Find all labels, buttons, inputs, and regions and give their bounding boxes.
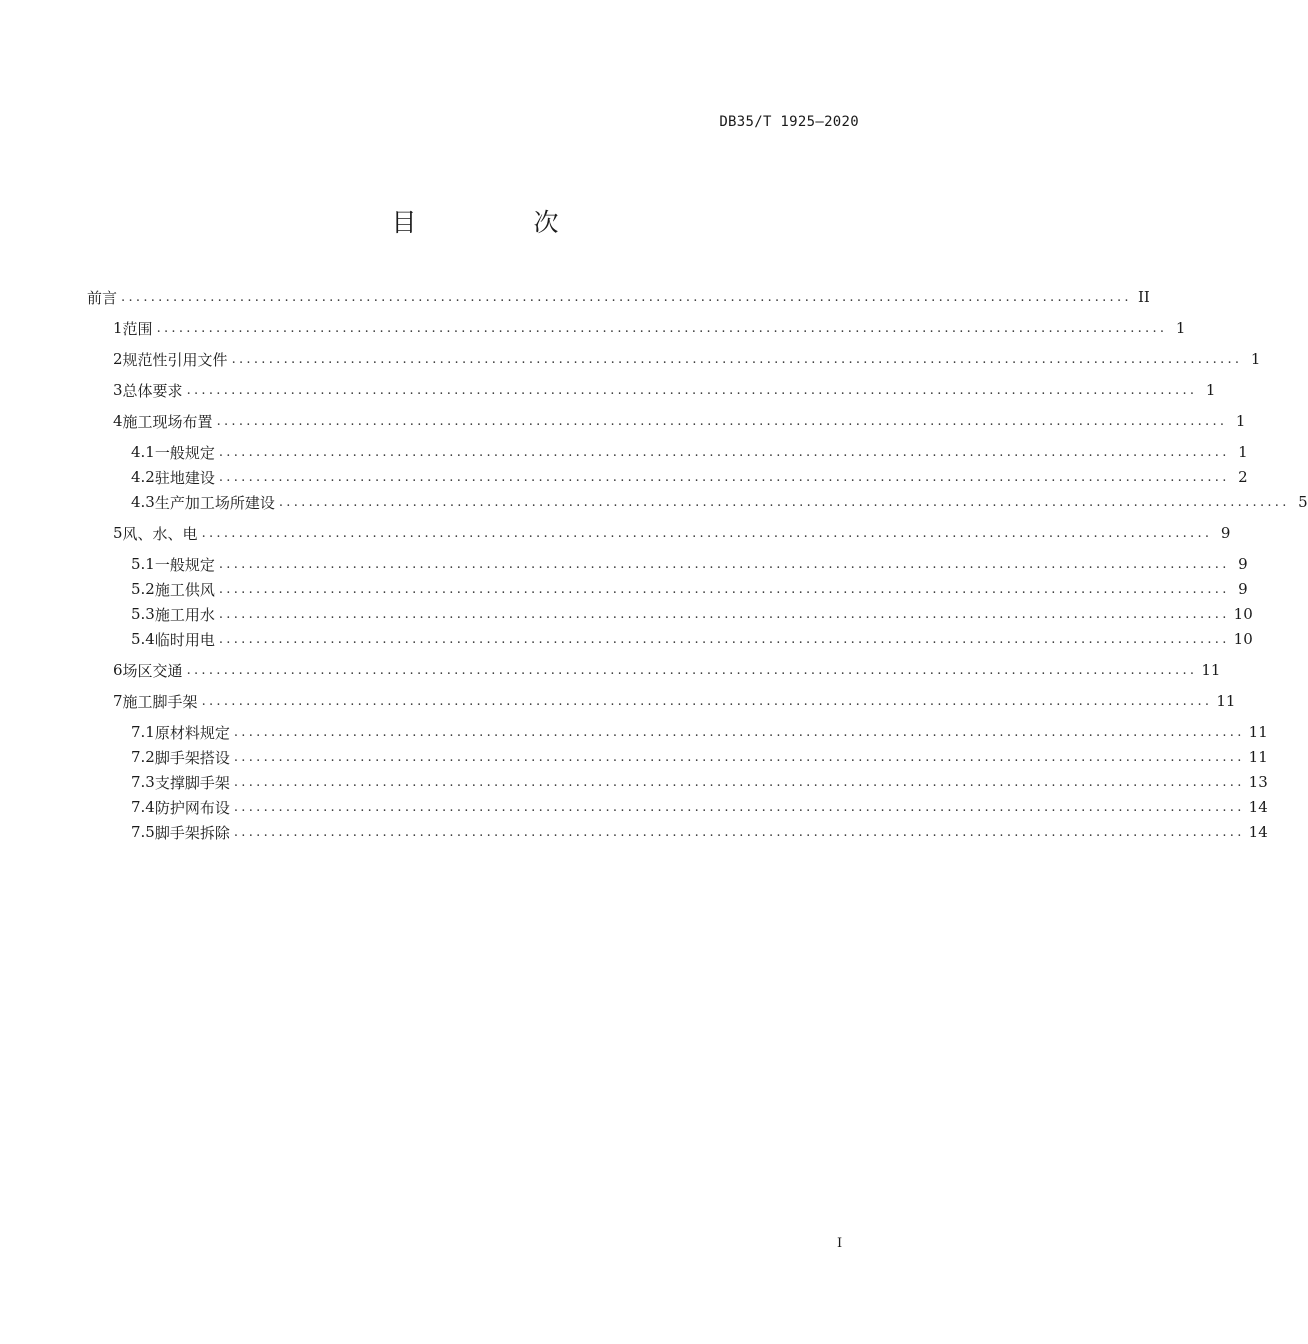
dot-leader: ........................................................................................................................................ xyxy=(201,693,1213,709)
dot-leader: ........................................................................................................................................ xyxy=(216,413,1228,429)
toc-entry-label: 施工脚手架 xyxy=(122,692,198,711)
toc-entry-label: 生产加工场所建设 xyxy=(154,493,275,512)
toc-entry-label: 脚手架搭设 xyxy=(154,748,230,767)
toc-entry-number: 4 xyxy=(113,412,123,430)
toc-entry-7[interactable] xyxy=(113,690,1236,712)
toc-entry-number: 5 xyxy=(113,524,123,542)
toc-entry-5-3[interactable] xyxy=(131,603,1253,625)
toc-entry-page: 13 xyxy=(1248,773,1268,791)
toc-entry-label: 一般规定 xyxy=(154,443,215,462)
toc-entry-number: 7.5 xyxy=(131,823,155,841)
toc-entry-page: 2 xyxy=(1238,468,1248,486)
toc-entry-number: 1 xyxy=(113,319,123,337)
toc-entry-number: 5.3 xyxy=(131,605,155,623)
toc-entry-page: 10 xyxy=(1233,630,1253,648)
toc-entry-number: 4.3 xyxy=(131,493,155,511)
toc-entry-page: 14 xyxy=(1248,823,1268,841)
toc-entry-label: 总体要求 xyxy=(122,381,183,400)
toc-entry-label: 施工供风 xyxy=(154,580,215,599)
page-title: 目 次 xyxy=(391,208,605,237)
toc-entry-page: 10 xyxy=(1233,605,1253,623)
document-code: DB35/T 1925—2020 xyxy=(719,114,859,130)
dot-leader: ........................................................................................................................................ xyxy=(218,631,1230,647)
toc-entry-page: II xyxy=(1137,288,1150,306)
toc-entry-label: 场区交通 xyxy=(122,661,183,680)
dot-leader: ........................................................................................................................................ xyxy=(278,494,1290,510)
toc-entry-number: 7.2 xyxy=(131,748,155,766)
toc-entry-number: 3 xyxy=(113,381,123,399)
toc-entry-page: 1 xyxy=(1250,350,1261,368)
toc-entry-preface[interactable] xyxy=(87,286,1150,308)
toc-entry-label: 脚手架拆除 xyxy=(154,823,230,842)
dot-leader: ........................................................................................................................................ xyxy=(201,525,1213,541)
toc-entry-4-2[interactable] xyxy=(131,466,1248,488)
toc-entry-7-1[interactable] xyxy=(131,721,1268,743)
toc-entry-page: 1 xyxy=(1205,381,1216,399)
toc-entry-5-1[interactable] xyxy=(131,553,1248,575)
dot-leader: ........................................................................................................................................ xyxy=(218,556,1230,572)
toc-entry-label: 驻地建设 xyxy=(154,468,215,487)
page-number: I xyxy=(837,1236,843,1251)
toc-entry-page: 14 xyxy=(1248,798,1268,816)
toc-entry-5-4[interactable] xyxy=(131,628,1253,650)
dot-leader: ........................................................................................................................................ xyxy=(233,824,1245,840)
dot-leader: ........................................................................................................................................ xyxy=(233,774,1245,790)
dot-leader: ........................................................................................................................................ xyxy=(233,724,1245,740)
toc-entry-number: 4.1 xyxy=(131,443,155,461)
dot-leader: ........................................................................................................................................ xyxy=(231,351,1243,367)
toc-entry-4-1[interactable] xyxy=(131,441,1248,463)
dot-leader: ........................................................................................................................................ xyxy=(186,382,1198,398)
toc-entry-page: 1 xyxy=(1238,443,1248,461)
toc-entry-page: 5 xyxy=(1298,493,1308,511)
toc-entry-5-2[interactable] xyxy=(131,578,1248,600)
toc-entry-label: 前言 xyxy=(87,288,118,307)
toc-entry-label: 防护网布设 xyxy=(154,798,230,817)
toc-entry-page: 11 xyxy=(1216,692,1236,710)
toc-entry-page: 1 xyxy=(1175,319,1186,337)
dot-leader: ........................................................................................................................................ xyxy=(218,606,1230,622)
toc-entry-page: 11 xyxy=(1201,661,1221,679)
toc-entry-number: 5.2 xyxy=(131,580,155,598)
toc-entry-7-4[interactable] xyxy=(131,796,1268,818)
toc-entry-number: 4.2 xyxy=(131,468,155,486)
dot-leader: ........................................................................................................................................ xyxy=(218,469,1230,485)
toc-entry-7-3[interactable] xyxy=(131,771,1268,793)
dot-leader: ........................................................................................................................................ xyxy=(156,320,1168,336)
toc-entry-2[interactable] xyxy=(113,348,1261,370)
toc-entry-3[interactable] xyxy=(113,379,1216,401)
toc-entry-number: 5.1 xyxy=(131,555,155,573)
toc-entry-label: 原材料规定 xyxy=(154,723,230,742)
toc-entry-number: 7 xyxy=(113,692,123,710)
toc-entry-page: 9 xyxy=(1220,524,1231,542)
toc-entry-6[interactable] xyxy=(113,659,1221,681)
toc-entry-page: 11 xyxy=(1248,748,1268,766)
toc-entry-5[interactable] xyxy=(113,522,1231,544)
toc-entry-label: 施工现场布置 xyxy=(122,412,213,431)
toc-entry-number: 7.1 xyxy=(131,723,155,741)
toc-entry-page: 9 xyxy=(1238,555,1248,573)
dot-leader: ........................................................................................................................................ xyxy=(218,581,1230,597)
toc-entry-1[interactable] xyxy=(113,317,1186,339)
toc-entry-7-2[interactable] xyxy=(131,746,1268,768)
toc-entry-label: 规范性引用文件 xyxy=(122,350,228,369)
toc-entry-number: 7.3 xyxy=(131,773,155,791)
toc-entry-7-5[interactable] xyxy=(131,821,1268,843)
dot-leader: ........................................................................................................................................ xyxy=(186,662,1198,678)
toc-entry-page: 11 xyxy=(1248,723,1268,741)
toc-entry-label: 风、水、电 xyxy=(122,524,198,543)
toc-entry-page: 1 xyxy=(1235,412,1246,430)
toc-entry-label: 支撑脚手架 xyxy=(154,773,230,792)
toc-entry-number: 7.4 xyxy=(131,798,155,816)
dot-leader: ........................................................................................................................................ xyxy=(121,289,1132,305)
toc-entry-number: 6 xyxy=(113,661,123,679)
dot-leader: ........................................................................................................................................ xyxy=(233,749,1245,765)
dot-leader: ........................................................................................................................................ xyxy=(233,799,1245,815)
toc-entry-page: 9 xyxy=(1238,580,1248,598)
toc-entry-label: 一般规定 xyxy=(154,555,215,574)
toc-entry-label: 范围 xyxy=(122,319,153,338)
toc-entry-4-3[interactable] xyxy=(131,491,1308,513)
dot-leader: ........................................................................................................................................ xyxy=(218,444,1230,460)
toc-entry-number: 5.4 xyxy=(131,630,155,648)
toc-entry-4[interactable] xyxy=(113,410,1246,432)
toc-entry-label: 临时用电 xyxy=(154,630,215,649)
toc-entry-number: 2 xyxy=(113,350,123,368)
toc-entry-label: 施工用水 xyxy=(154,605,215,624)
